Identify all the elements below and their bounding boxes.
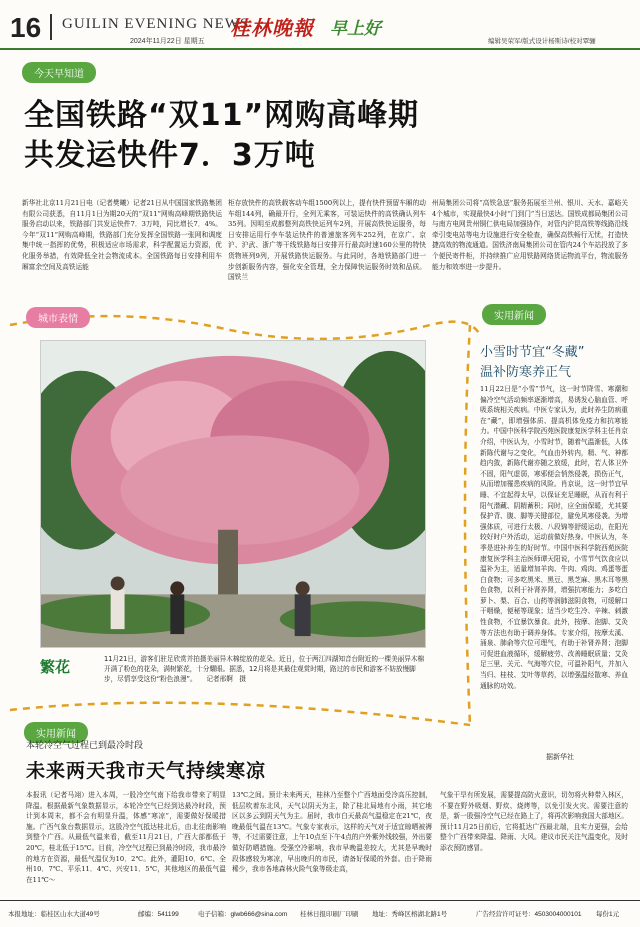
weather-column-1: 本报讯（记者马翊）进入本周，一股冷空气南下给我市带来了明显降温。根据最新气象数据显示，本轮冷空气已经到达最冷时段，预计到本周末，都不会有明显升温，体感“寒凉”，需要做好保暖措施。广西气象台数据显示，这股冷空气抵达桂北后，由北往南影响到整个广西。从最低气温来看，截至11月21日，广西大部都低于20℃，桂北低于15℃。目前，冷空气过程已到最冷时段，我市最冷的地方在资源，最低气温仅为10．2℃。此外，灌阳10．6℃、全州10．7℃、平乐11．4℃、兴安11．5℃，其他地区的最低气温在11℃～ (26, 791, 226, 884)
lead-headline-line1: 全国铁路“双11”网购高峰期 (24, 98, 420, 133)
weather-column-3: 气象干旱有所发展，需要提高防火意识，切勿将火种带入林区，不要在野外吸烟、野炊、烧烤等，以免引发火灾。需要注意的是，新一股强冷空气已经在路上了，将再次影响我国大部地区。预计11月25日前后，它将抵达广西最北端，且实力更强，会给整个广西带来降温、降雨、大风。建议市民关注气温变化，及时添衣预防感冒。 (440, 791, 628, 852)
lead-headline (24, 96, 624, 176)
page-footer (0, 900, 640, 927)
health-headline-line2: 温补防寒养正气 (480, 365, 572, 380)
issue-date: 2024年11月22日 星期五 (130, 38, 205, 45)
footer-postcode: 邮编：541199 (138, 911, 179, 918)
lead-column-2: 柜存放快件的高铁载客动车组1500列以上，提有快件预留车厢的动车组144列，确最开行，全列无乘客，可装运快件的高铁确认列车35列。因明至成都整列高铁快运列车2列，开展高铁快运服务，每日安排运用行李车装运快件的普速旅客列车252列，在京广、京沪、沪武、浙广等干线铁路每日安排开行最高时速160公里的特快货物班列9列，开展铁路快运服务。与此同时，各地铁路部门进一步创新服务内容，强化安全管理，全力保障快运服务时效和品质。国铁兰 (228, 199, 426, 282)
weather-subtitle: 本轮冷空气过程已到最冷时段 (26, 741, 144, 751)
weather-headline: 未来两天我市天气持续寒凉 (26, 760, 267, 782)
lead-column-3: 州局集团公司将“高铁急送”服务拓展至兰州、银川、天水、嘉峪关4个城市，实现最快4小时“门到门”当日送达。国铁成都局集团公司与南方电网贵州铜仁供电局加强协作，对管内沪昆高铁等线路沿线牵引变电站等电力设施进行安全检查，确保高铁畅行无忧，打造快捷高效的物流通道。国铁济南局集团公司在管内24个车站投放了多个便民寄件柜，并持续推广应用铁路网络货运物流平台，物流服务能力和效率进一步提升。 (432, 199, 628, 271)
health-headline-line1: 小雪时节宜“冬藏” (480, 345, 585, 360)
paper-logo: 桂林晚報 (230, 16, 314, 40)
section-tag: 实用新闻 (482, 304, 546, 325)
section-tag: 城市表情 (26, 307, 90, 328)
flowering-tree-photo (40, 340, 426, 648)
paper-name-english: GUILIN EVENING NEWS (62, 16, 250, 32)
footer-printer: 桂林日报印刷厂印刷 (300, 911, 359, 918)
article-source: 据新华社 (546, 753, 574, 761)
photo-heading: 繁花 (40, 658, 71, 676)
lead-column-1: 新华社北京11月21日电（记者樊曦）记者21日从中国国家铁路集团有限公司获悉，自11月1日为期20天的“双11”网购高峰期铁路快运服务启动以来，铁路部门共发运快件7．3万吨，同比增长7．4%。今年“双11”网购高峰期，铁路部门充分发挥全国铁路一张网和调度集中统一指挥的优势，积极适应市场需求，科学配置运力资源，优化服务举措，有效降低全社会物流成本。全国铁路每日安排利用车厢富余空间及高铁运能 (22, 199, 222, 271)
health-article-body: 11月22日是“小雪”节气，这一时节降雪、寒潮和偏冷空气活动频率逐渐增高，易诱发心脑血管、呼吸系统相关疾病。中医专家认为，此时养生防病重在“藏”，即增强体质、提高机体免疫力和抗寒能力。中国中医科学院西苑医院康复医学科主任肖京介绍，中医认为，小雪时节，随着气温渐低，人体新陈代谢与之变化，气血由外转内，精、气、神都趋内敛，新陈代谢亦随之放缓，此时，若人体卫外不固，阳气虚弱，寒邪便会悄然侵袭，损伤正气，从而增加罹患疾病的风险。肖京说，这一时节宜早睡、不宜起得太早，以保证充足睡眠，从而有利于阳气潜藏、阴精蓄积；同时，应全面保暖，尤其要保护背、腹、脚等关键部位，避免风寒侵袭。为增强体质，可进行太极、八段锦等舒缓运动，在阳光较好时户外活动，运动前做好热身。中医认为，冬季是进补养生的好时节。中国中医科学院西苑医院康复医学科主治医师谭天阳说，小雪节气饮食应以温补为主，适量增加羊肉、牛肉、鸡肉、鸡蛋等蛋白食物；可多吃黑米、黑豆、黑芝麻、黑木耳等黑色食物，以利于补肾养肾，增强抗寒能力；多吃白萝卜、梨、百合、山药等润肺滋阴食物，可缓解口干咽燥，便秘等现象；适当少吃生冷、辛辣、刺激性食物，不宜暴饮暴食。此外，按摩、泡脚、艾灸等方法也有助于调养身体。专家介绍，按摩太溪、涌泉、肺俞等穴位可理气，有助于补肾养肾；泡脚可促进血液循环，缓解疲劳、改善睡眠质量；艾灸足三里、关元、气海等穴位，可温补阳气，并加入当归、桂枝、艾叶等草药，以增强温经散寒、养血通脉的功效。 (480, 385, 628, 690)
footer-address: 本报地址：临桂区山水大道49号 (8, 911, 100, 918)
footer-email: 电子信箱：glwb666@sina.com (198, 911, 288, 918)
section-tag: 今天早知道 (22, 62, 96, 83)
section-tag: 实用新闻 (24, 722, 88, 743)
masthead-divider (50, 14, 52, 40)
editor-credits: 编辑吴荣军/版式设计杨斯诗/校对覃骊 (488, 38, 596, 45)
footer-license: 广告经营许可证号：4503004000101 (476, 911, 582, 918)
lead-headline-line2: 共发运快件7．3万吨 (24, 138, 316, 173)
footer-price: 每份1元 (596, 911, 620, 918)
weather-column-2: 13℃之间。预计未来两天，桂林乃至整个广西地面受冷高压控制，低层吹着东北风，天气以阴天为主，除了桂北局地有小雨，其它地区以多云到阴天气为主。届时，我市白天最高气温稳定在21℃，夜晚最低气温在13℃。气象专家表示，这样的天气对于适宜晾晒被褥等，不过需要注意，上午10点至下午4点的户外紫外线较强，外出要做好防晒措施。受强空冷影响，我市早晚温差较大，尤其是早晚时段体感较为寒凉，早出晚归的市民，请备好保暖的外套。由于降雨稀少，我市各地森林火险气象等级走高， (232, 791, 432, 874)
photo-caption: 11月21日，游客们驻足欣赏并拍摄美丽异木棉绽放的花朵。近日，位于两江四湖知音台附近的一棵美丽异木棉开满了粉色的花朵，满树繁花，十分耀眼。据悉，12月将是其最佳观赏时期，路过的市民和游客不妨放慢脚步，尽情享受这份“粉色浪漫”。 记者邢婀 摄 (104, 655, 425, 683)
page-number: 16 (10, 12, 42, 43)
footer-printer-address: 地址：秀峰区榕湖北路1号 (372, 911, 448, 918)
section-name: 早上好 (330, 19, 381, 39)
